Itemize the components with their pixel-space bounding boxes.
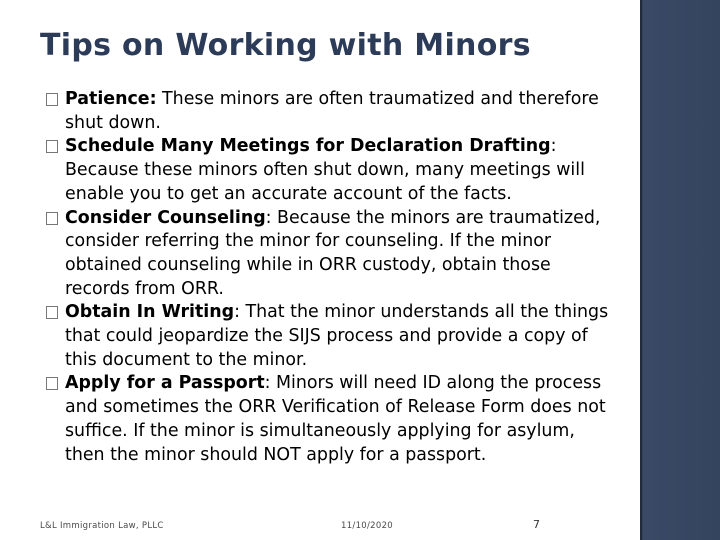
decorative-sidebar	[640, 0, 720, 540]
bullet-text: These minors are often traumatized and therefore shut down.	[65, 89, 599, 133]
bullet-text: : That the minor understands all the things that could jeopardize the SIJS process and provide a copy of this document to the minor.	[65, 302, 609, 370]
bullet-item-patience	[46, 88, 616, 135]
checkbox-bullet-icon	[46, 377, 58, 390]
checkbox-bullet-icon	[46, 212, 58, 225]
bullet-item-apply-for-passport	[46, 372, 616, 467]
bullet-text: : Because these minors often shut down, many meetings will enable you to get an accurate account of the facts.	[65, 136, 585, 204]
bullet-heading: Consider Counseling	[65, 207, 266, 228]
bullet-item-consider-counseling	[46, 207, 616, 302]
bullet-heading: Schedule Many Meetings for Declaration Drafting	[65, 136, 551, 157]
bullet-list	[46, 88, 616, 467]
bullet-item-obtain-in-writing	[46, 301, 616, 372]
footer-date: 11/10/2020	[341, 521, 393, 531]
bullet-heading: Obtain In Writing	[65, 302, 235, 323]
bullet-text: : Because the minors are traumatized, consider referring the minor for counseling. If the minor obtained counseling while in ORR custody, obtain those records from ORR.	[65, 207, 601, 299]
bullet-text: : Minors will need ID along the process and sometimes the ORR Verification of Release Form does not suffice. If the minor is simultaneously applying for asylum, then the minor should NOT apply for a passport.	[65, 373, 606, 465]
slide-title: Tips on Working with Minors	[40, 28, 531, 63]
sidebar-edge-line	[640, 0, 642, 540]
bullet-heading: Apply for a Passport	[65, 373, 265, 394]
page-number: 7	[533, 518, 541, 531]
checkbox-bullet-icon	[46, 93, 58, 106]
bullet-heading: Patience:	[65, 89, 157, 109]
checkbox-bullet-icon	[46, 306, 58, 319]
footer-company: L&L Immigration Law, PLLC	[40, 521, 164, 531]
checkbox-bullet-icon	[46, 140, 58, 153]
bullet-item-schedule-meetings	[46, 135, 616, 206]
